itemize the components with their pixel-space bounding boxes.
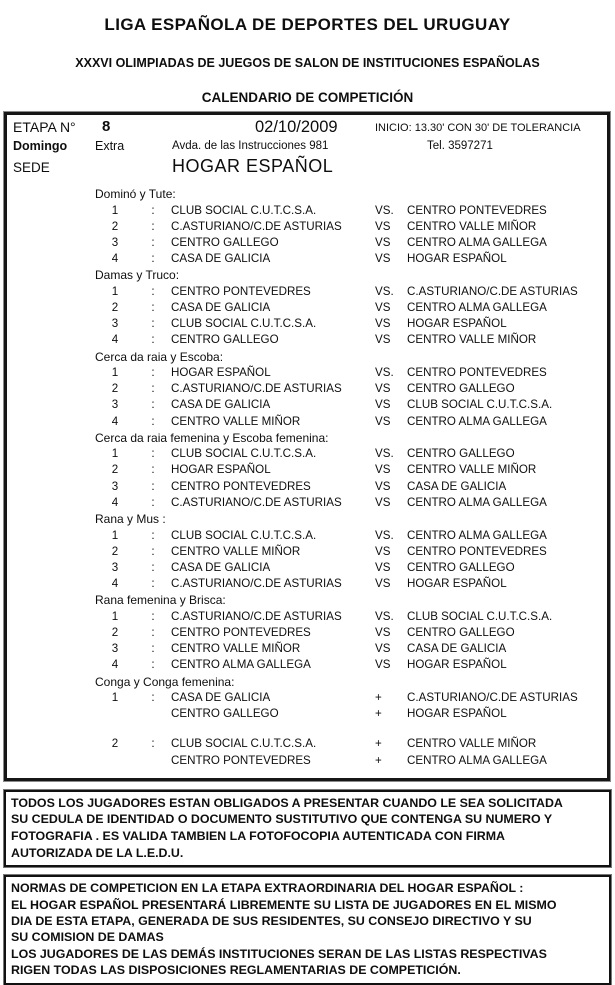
match-row [7, 219, 607, 235]
etapa-date: 02/10/2009 [255, 118, 338, 136]
match-rows [7, 365, 607, 430]
indent-spacer [7, 316, 95, 332]
indent-spacer [7, 365, 95, 381]
away-team: CENTRO PONTEVEDRES [407, 544, 547, 558]
home-team: CASA DE GALICIA [171, 300, 271, 314]
etapa-label: ETAPA N° [13, 119, 76, 135]
home-team: CLUB SOCIAL C.U.T.C.S.A. [171, 737, 317, 751]
venue-phone: Tel. 3597271 [427, 140, 493, 152]
home-team: C.ASTURIANO/C.DE ASTURIAS [171, 609, 342, 623]
home-team: CENTRO PONTEVEDRES [171, 625, 311, 639]
note-line: FOTOGRAFIA . ES VALIDA TAMBIEN LA FOTOFOCOPIA AUTENTICADA CON FIRMA [11, 828, 505, 843]
home-team: CASA DE GALICIA [171, 398, 271, 412]
away-team: CLUB SOCIAL C.U.T.C.S.A. [407, 609, 553, 623]
vs-label: VS [375, 577, 391, 591]
vs-label: VS [375, 219, 391, 233]
colon-separator: : [151, 366, 155, 379]
colon-separator: : [151, 252, 155, 266]
away-team: CENTRO GALLEGO [407, 560, 515, 574]
colon-separator: : [151, 382, 155, 396]
indent-spacer [7, 203, 95, 219]
indent-spacer [7, 235, 95, 251]
match-number: 1 [111, 691, 119, 704]
indent-spacer [7, 560, 95, 576]
colon-separator: : [151, 463, 155, 477]
vs-label: VS [375, 398, 391, 412]
vs-label: VS [375, 300, 391, 314]
colon-separator: : [151, 333, 155, 347]
away-team: CENTRO GALLEGO [407, 625, 515, 639]
match-row [7, 332, 607, 348]
match-row [7, 560, 607, 576]
match-number: 1 [111, 528, 119, 542]
note-line: AUTORIZADA DE LA L.E.D.U. [11, 845, 184, 860]
match-number: 2 [111, 625, 119, 639]
note-line: EL HOGAR ESPAÑOL PRESENTARÁ LIBREMENTE SU LISTA DE JUGADORES EN EL MISMO [11, 897, 557, 912]
match-number: 2 [111, 219, 119, 233]
match-row [7, 657, 607, 673]
vs-label: VS [375, 544, 391, 558]
away-team: CENTRO ALMA GALLEGA [407, 753, 547, 767]
vs-label: VS [375, 382, 391, 396]
match-row [7, 284, 607, 300]
match-number: 3 [111, 642, 119, 656]
vs-label: VS [375, 252, 391, 266]
away-team: HOGAR ESPAÑOL [407, 317, 507, 331]
away-team: CASA DE GALICIA [407, 479, 507, 493]
match-number: 4 [111, 252, 119, 266]
match-rows [7, 446, 607, 511]
match-row [7, 414, 607, 430]
colon-separator: : [151, 414, 155, 428]
match-number: 4 [111, 577, 119, 591]
note-line: DIA DE ESTA ETAPA, GENERADA DE SUS RESIDENTES, SU CONSEJO DIRECTIVO Y SU [11, 913, 532, 928]
indent-spacer [7, 544, 95, 560]
game-section [7, 430, 607, 511]
away-team: C.ASTURIANO/C.DE ASTURIAS [407, 691, 578, 704]
indent-spacer [7, 753, 95, 769]
home-team: CASA DE GALICIA [171, 691, 271, 704]
match-row [7, 235, 607, 251]
match-row [7, 544, 607, 560]
indent-spacer [7, 332, 95, 348]
match-number: 3 [111, 398, 119, 412]
away-team: CENTRO ALMA GALLEGA [407, 414, 547, 428]
home-team: CENTRO PONTEVEDRES [171, 753, 311, 767]
match-number: 1 [111, 203, 119, 217]
game-section [7, 186, 607, 267]
away-team: CENTRO VALLE MIÑOR [407, 737, 537, 751]
match-row [7, 576, 607, 592]
etapa-type: Extra [95, 139, 125, 153]
match-number: 1 [111, 284, 119, 298]
match-rows [7, 609, 607, 674]
venue-name: HOGAR ESPAÑOL [172, 156, 334, 176]
away-team: CENTRO VALLE MIÑOR [407, 333, 537, 347]
home-team: C.ASTURIANO/C.DE ASTURIAS [171, 577, 342, 591]
colon-separator: : [151, 398, 155, 412]
conga-section [7, 674, 607, 769]
colon-separator: : [151, 658, 155, 672]
indent-spacer [7, 462, 95, 478]
away-team: CENTRO VALLE MIÑOR [407, 219, 537, 233]
colon-separator: : [151, 317, 155, 331]
section-title: Dominó y Tute: [95, 187, 176, 201]
note-line: LOS JUGADORES DE LAS DEMÁS INSTITUCIONES SERAN DE LAS LISTAS RESPECTIVAS [11, 946, 547, 961]
away-team: CENTRO GALLEGO [407, 382, 515, 396]
match-row [7, 609, 607, 625]
conga-pair-row [7, 706, 607, 722]
away-team: HOGAR ESPAÑOL [407, 658, 507, 672]
home-team: CLUB SOCIAL C.U.T.C.S.A. [171, 317, 317, 331]
plus-separator: + [375, 707, 382, 721]
away-team: CENTRO ALMA GALLEGA [407, 300, 547, 314]
vs-label: VS [375, 235, 391, 249]
indent-spacer [7, 495, 95, 511]
conga-groups [7, 690, 607, 769]
indent-spacer [7, 576, 95, 592]
away-team: HOGAR ESPAÑOL [407, 577, 507, 591]
indent-spacer [7, 690, 95, 706]
match-number: 2 [111, 737, 119, 751]
home-team: C.ASTURIANO/C.DE ASTURIAS [171, 495, 342, 509]
match-number: 4 [111, 658, 119, 672]
colon-separator: : [151, 544, 155, 558]
game-section [7, 267, 607, 348]
vs-label: VS. [375, 528, 394, 542]
match-number: 3 [111, 317, 119, 331]
colon-separator: : [151, 691, 155, 704]
match-number: 2 [111, 544, 119, 558]
calendar-heading: CALENDARIO DE COMPETICIÓN [201, 90, 414, 105]
colon-separator: : [151, 560, 155, 574]
match-number: 2 [111, 463, 119, 477]
colon-separator: : [151, 528, 155, 542]
match-number [95, 753, 135, 769]
colon-separator: : [151, 300, 155, 314]
home-team: CENTRO VALLE MIÑOR [171, 544, 301, 558]
indent-spacer [7, 284, 95, 300]
colon-separator: : [151, 447, 155, 461]
match-number: 3 [111, 235, 119, 249]
plus-separator: + [375, 753, 382, 767]
match-rows [7, 284, 607, 349]
match-number: 1 [111, 366, 119, 379]
etapa-day: Domingo [13, 139, 68, 153]
colon-separator [135, 753, 171, 769]
match-row [7, 462, 607, 478]
match-row [7, 203, 607, 219]
conga-pair-row [7, 736, 607, 752]
colon-separator: : [151, 235, 155, 249]
colon-separator: : [151, 609, 155, 623]
note-line: TODOS LOS JUGADORES ESTAN OBLIGADOS A PRESENTAR CUANDO LE SEA SOLICITADA [11, 795, 563, 810]
game-section [7, 349, 607, 430]
vs-label: VS [375, 463, 391, 477]
etapa-row-2 [7, 138, 607, 156]
match-number: 3 [111, 479, 119, 493]
match-row [7, 251, 607, 267]
colon-separator: : [151, 642, 155, 656]
vs-label: VS [375, 333, 391, 347]
home-team: C.ASTURIANO/C.DE ASTURIAS [171, 219, 342, 233]
away-team: CENTRO VALLE MIÑOR [407, 463, 537, 477]
home-team: CLUB SOCIAL C.U.T.C.S.A. [171, 203, 317, 217]
match-row [7, 365, 607, 381]
home-team: CENTRO GALLEGO [171, 707, 279, 721]
plus-separator: + [375, 691, 382, 704]
match-row [7, 397, 607, 413]
match-row [7, 528, 607, 544]
away-team: C.ASTURIANO/C.DE ASTURIAS [407, 284, 578, 298]
away-team: CENTRO PONTEVEDRES [407, 366, 547, 379]
section-title: Cerca da raia y Escoba: [95, 349, 224, 364]
plus-separator: + [375, 737, 382, 751]
match-rows [7, 203, 607, 268]
home-team: CENTRO VALLE MIÑOR [171, 414, 301, 428]
vs-label: VS. [375, 609, 394, 623]
colon-separator: : [151, 284, 155, 298]
calendar-box [4, 112, 610, 781]
indent-spacer [7, 479, 95, 495]
away-team: CENTRO ALMA GALLEGA [407, 495, 547, 509]
vs-label: VS [375, 317, 391, 331]
colon-separator [135, 706, 171, 722]
note-line: NORMAS DE COMPETICION EN LA ETAPA EXTRAORDINARIA DEL HOGAR ESPAÑOL : [11, 881, 524, 896]
document-subtitle: XXXVI OLIMPIADAS DE JUEGOS DE SALON DE INSTITUCIONES ESPAÑOLAS [75, 56, 540, 70]
vs-label: VS [375, 495, 391, 509]
document-title: LIGA ESPAÑOLA DE DEPORTES DEL URUGUAY [104, 15, 511, 34]
section-title: Cerca da raia femenina y Escoba femenina: [95, 430, 329, 445]
match-row [7, 381, 607, 397]
note-line: SU CEDULA DE IDENTIDAD O DOCUMENTO SUSTITUTIVO QUE CONTENGA SU NUMERO Y [11, 812, 553, 827]
away-team: CENTRO ALMA GALLEGA [407, 528, 547, 542]
indent-spacer [7, 300, 95, 316]
indent-spacer [7, 397, 95, 413]
away-team: CENTRO ALMA GALLEGA [407, 235, 547, 249]
competition-rules-note [4, 875, 611, 984]
colon-separator: : [151, 495, 155, 509]
indent-spacer [7, 736, 95, 752]
match-number: 4 [111, 495, 119, 509]
match-row [7, 495, 607, 511]
etapa-row-3 [7, 156, 607, 182]
vs-label: VS [375, 625, 391, 639]
etapa-row-1 [7, 118, 607, 138]
vs-label: VS [375, 479, 391, 493]
sections-list [7, 186, 607, 674]
game-section [7, 592, 607, 673]
etapa-number: 8 [102, 118, 111, 135]
colon-separator: : [151, 577, 155, 591]
away-team: HOGAR ESPAÑOL [407, 707, 507, 721]
match-number: 4 [111, 414, 119, 428]
game-section [7, 511, 607, 592]
etapa-start-time: INICIO: 13.30' CON 30' DE TOLERANCIA [375, 122, 581, 134]
indent-spacer [7, 381, 95, 397]
match-row [7, 641, 607, 657]
etapa-header [7, 118, 607, 182]
vs-label: VS [375, 642, 391, 656]
indent-spacer [7, 528, 95, 544]
match-number: 1 [111, 447, 119, 461]
vs-label: VS. [375, 284, 394, 298]
vs-label: VS. [375, 203, 394, 217]
conga-pair-row [7, 690, 607, 706]
conga-pair-row [7, 753, 607, 769]
away-team: CENTRO GALLEGO [407, 447, 515, 461]
section-title: Conga y Conga femenina: [95, 674, 235, 689]
away-team: HOGAR ESPAÑOL [407, 252, 507, 266]
match-row [7, 300, 607, 316]
match-number: 3 [111, 560, 119, 574]
home-team: HOGAR ESPAÑOL [171, 463, 271, 477]
match-row [7, 625, 607, 641]
indent-spacer [7, 219, 95, 235]
colon-separator: : [151, 219, 155, 233]
colon-separator: : [151, 203, 155, 217]
home-team: CENTRO PONTEVEDRES [171, 479, 311, 493]
colon-separator: : [151, 737, 155, 751]
vs-label: VS. [375, 366, 394, 379]
home-team: CENTRO PONTEVEDRES [171, 284, 311, 298]
indent-spacer [7, 641, 95, 657]
indent-spacer [7, 446, 95, 462]
home-team: CENTRO ALMA GALLEGA [171, 658, 311, 672]
match-number [95, 706, 135, 722]
match-number: 4 [111, 333, 119, 347]
vs-label: VS [375, 414, 391, 428]
vs-label: VS. [375, 447, 394, 461]
indent-spacer [7, 251, 95, 267]
match-number: 1 [111, 609, 119, 623]
home-team: CLUB SOCIAL C.U.T.C.S.A. [171, 447, 317, 461]
indent-spacer [7, 706, 95, 722]
players-id-note [4, 790, 611, 867]
colon-separator: : [151, 625, 155, 639]
home-team: CENTRO GALLEGO [171, 333, 279, 347]
home-team: HOGAR ESPAÑOL [171, 366, 271, 379]
match-rows [7, 528, 607, 593]
home-team: C.ASTURIANO/C.DE ASTURIAS [171, 382, 342, 396]
match-row [7, 316, 607, 332]
home-team: CENTRO GALLEGO [171, 235, 279, 249]
match-row [7, 446, 607, 462]
vs-label: VS [375, 658, 391, 672]
indent-spacer [7, 414, 95, 430]
home-team: CLUB SOCIAL C.U.T.C.S.A. [171, 528, 317, 542]
indent-spacer [7, 609, 95, 625]
away-team: CENTRO PONTEVEDRES [407, 203, 547, 217]
away-team: CASA DE GALICIA [407, 642, 507, 656]
indent-spacer [7, 625, 95, 641]
note-line: RIGEN TODAS LAS DISPOSICIONES REGLAMENTARIAS DE COMPETICIÓN. [11, 963, 461, 978]
indent-spacer [7, 657, 95, 673]
note-line: SU COMISION DE DAMAS [11, 930, 164, 945]
section-title: Rana y Mus : [95, 512, 166, 526]
venue-address: Avda. de las Instrucciones 981 [172, 140, 329, 152]
away-team: CLUB SOCIAL C.U.T.C.S.A. [407, 398, 553, 412]
section-title: Damas y Truco: [95, 268, 180, 283]
home-team: CASA DE GALICIA [171, 560, 271, 574]
match-row [7, 479, 607, 495]
match-number: 2 [111, 382, 119, 396]
match-number: 2 [111, 300, 119, 314]
section-title: Rana femenina y Brisca: [95, 593, 226, 608]
home-team: CASA DE GALICIA [171, 252, 271, 266]
home-team: CENTRO VALLE MIÑOR [171, 642, 301, 656]
sede-label: SEDE [13, 160, 50, 175]
colon-separator: : [151, 479, 155, 493]
vs-label: VS [375, 560, 391, 574]
